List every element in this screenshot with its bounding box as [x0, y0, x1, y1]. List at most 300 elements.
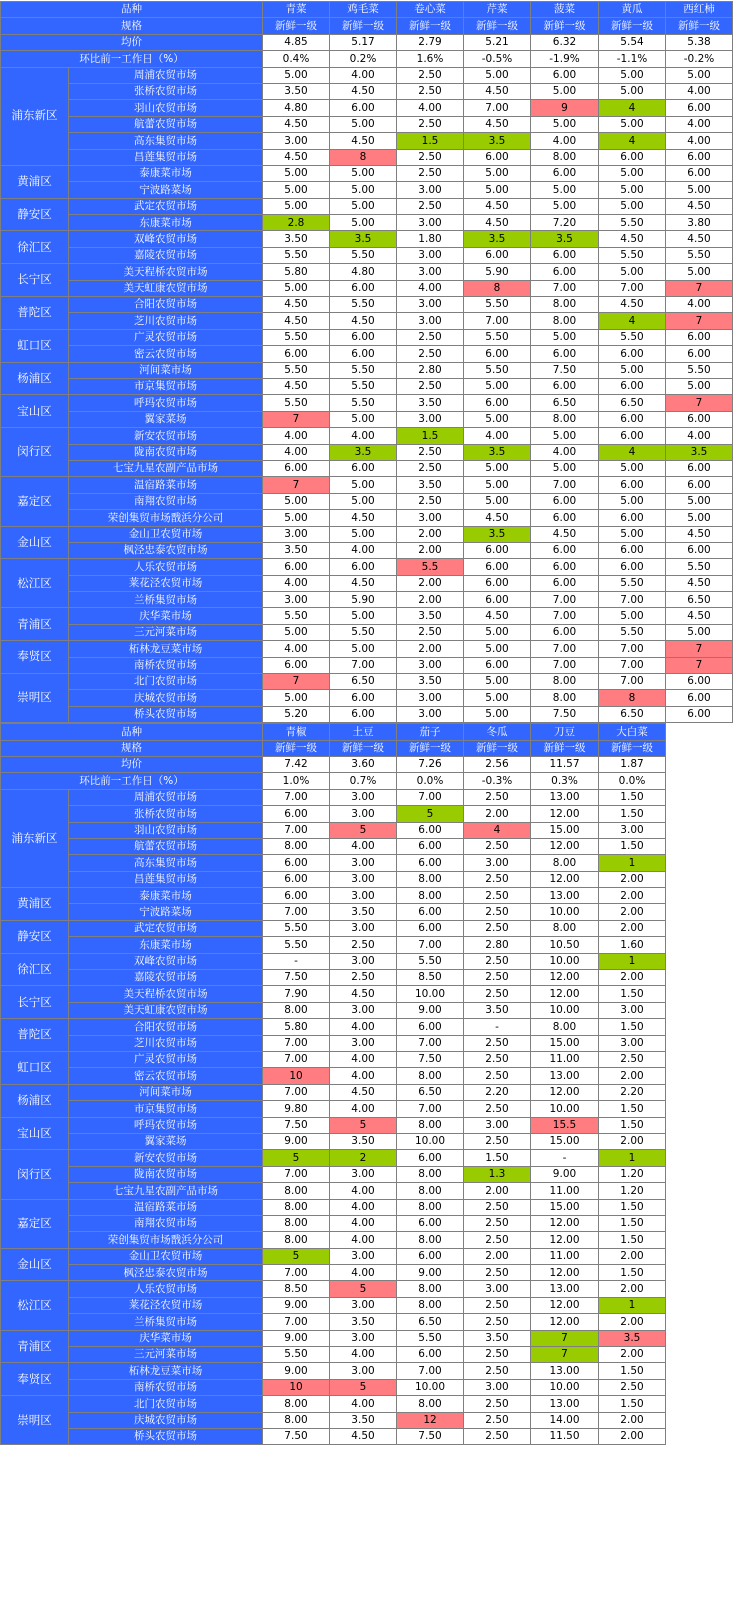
market-name: 陇南农贸市场 [69, 444, 263, 460]
price-cell: 7.00 [531, 592, 599, 608]
market-name: 羽山农贸市场 [69, 822, 263, 838]
price-cell: 6.00 [397, 1150, 464, 1166]
market-name: 双峰农贸市场 [69, 231, 263, 247]
market-name: 荣创集贸市场戬浜分公司 [69, 510, 263, 526]
price-table-1 [0, 1, 733, 723]
price-cell: 5.50 [599, 624, 666, 640]
market-name: 双峰农贸市场 [69, 953, 263, 969]
price-cell: 7.50 [263, 1428, 330, 1444]
price-cell: 13.00 [531, 1396, 599, 1412]
price-cell: 2.00 [397, 641, 464, 657]
price-cell: 7.00 [397, 789, 464, 805]
price-cell: 5.00 [599, 362, 666, 378]
price-cell: 9.00 [263, 1297, 330, 1313]
price-cell: 8.00 [397, 1117, 464, 1133]
price-cell: 5.00 [330, 411, 397, 427]
table-row [1, 641, 733, 657]
variety-row-cell: 土豆 [330, 724, 397, 740]
price-cell: 8.50 [397, 970, 464, 986]
price-cell: 2.00 [397, 575, 464, 591]
price-cell: 10.00 [397, 986, 464, 1002]
table-row [1, 690, 733, 706]
price-cell: 6.00 [464, 346, 531, 362]
price-cell: 4.00 [531, 133, 599, 149]
market-name: 呼玛农贸市场 [69, 395, 263, 411]
table-row [1, 970, 733, 986]
table-row [1, 1101, 733, 1117]
price-cell-low: 7 [531, 1330, 599, 1346]
table-row [1, 1035, 733, 1051]
spec-row-cell: 新鲜一级 [330, 740, 397, 756]
price-cell: 6.00 [599, 346, 666, 362]
price-table-2 [0, 723, 733, 1445]
price-cell: 8.00 [531, 411, 599, 427]
price-cell: 12.00 [531, 1297, 599, 1313]
variety-row-cell: 青菜 [263, 2, 330, 18]
empty-cell [666, 1019, 733, 1035]
price-cell: 6.00 [531, 493, 599, 509]
price-cell: 2.50 [397, 329, 464, 345]
table-row [1, 624, 733, 640]
price-cell: 8.00 [397, 871, 464, 887]
district-cell: 宝山区 [1, 1117, 69, 1150]
table-row [1, 133, 733, 149]
spec-row-label: 规格 [1, 740, 263, 756]
price-cell: 4.00 [330, 67, 397, 83]
price-cell: 2.00 [599, 1248, 666, 1264]
table-row [1, 1363, 733, 1379]
table-row [1, 116, 733, 132]
price-cell: 5.00 [599, 526, 666, 542]
market-name: 金山卫农贸市场 [69, 526, 263, 542]
price-cell: 6.00 [330, 559, 397, 575]
price-cell: 7.00 [263, 904, 330, 920]
price-cell: 2.00 [397, 526, 464, 542]
price-cell: 6.00 [263, 855, 330, 871]
market-name: 荣创集贸市场戬浜分公司 [69, 1232, 263, 1248]
table-row [1, 904, 733, 920]
price-cell: 9.00 [397, 1002, 464, 1018]
price-cell: 4.50 [464, 198, 531, 214]
price-cell: 4.00 [666, 428, 733, 444]
price-cell: 3.00 [330, 1166, 397, 1182]
market-name: 美天虹康农贸市场 [69, 1002, 263, 1018]
price-cell: 6.50 [531, 395, 599, 411]
empty-cell [666, 1330, 733, 1346]
price-cell: 5.50 [330, 378, 397, 394]
price-cell: 6.00 [666, 674, 733, 690]
table-row [1, 871, 733, 887]
price-cell: 5.00 [464, 477, 531, 493]
price-cell: 3.50 [263, 542, 330, 558]
table-row [1, 1314, 733, 1330]
price-cell: 1.50 [599, 806, 666, 822]
price-cell: 2.50 [464, 1232, 531, 1248]
price-cell: 4.00 [330, 1265, 397, 1281]
spec-row-cell: 新鲜一级 [666, 18, 733, 34]
market-name: 高东集贸市场 [69, 855, 263, 871]
price-cell: 5.20 [263, 706, 330, 722]
average-row-cell: 5.54 [599, 34, 666, 50]
price-cell: 4.00 [330, 1232, 397, 1248]
variety-row-cell: 芹菜 [464, 2, 531, 18]
price-cell: 4.00 [330, 1052, 397, 1068]
price-cell: 5.80 [263, 1019, 330, 1035]
price-cell: 5.00 [263, 493, 330, 509]
variety-row-cell: 刀豆 [531, 724, 599, 740]
table-row [1, 838, 733, 854]
price-cell: 6.00 [330, 690, 397, 706]
district-cell: 嘉定区 [1, 1199, 69, 1248]
price-cell-high: 7 [263, 674, 330, 690]
market-name: 广灵农贸市场 [69, 329, 263, 345]
price-cell: 4.50 [666, 575, 733, 591]
price-cell-high: 7 [666, 280, 733, 296]
price-cell: 3.00 [397, 182, 464, 198]
price-cell: 12.00 [531, 871, 599, 887]
market-name: 南翔农贸市场 [69, 1215, 263, 1231]
price-cell-high: 10 [263, 1379, 330, 1395]
price-cell: 5.00 [464, 624, 531, 640]
price-cell-low: 1.3 [464, 1166, 531, 1182]
empty-cell [666, 888, 733, 904]
change-row-cell: 0.0% [599, 773, 666, 789]
market-name: 昌莲集贸市场 [69, 149, 263, 165]
price-cell: 5.90 [464, 264, 531, 280]
price-cell: 3.00 [397, 215, 464, 231]
district-cell: 嘉定区 [1, 477, 69, 526]
price-cell: 2.50 [330, 970, 397, 986]
price-cell: 10.00 [397, 1379, 464, 1395]
district-cell: 闵行区 [1, 428, 69, 477]
market-name: 柘林龙豆菜市场 [69, 1363, 263, 1379]
price-cell: 7.00 [263, 1166, 330, 1182]
price-cell: - [464, 1019, 531, 1035]
price-cell: 2.00 [599, 970, 666, 986]
district-cell: 金山区 [1, 526, 69, 559]
price-cell: 3.00 [330, 789, 397, 805]
price-cell: 8.50 [263, 1281, 330, 1297]
market-name: 宁波路菜场 [69, 904, 263, 920]
price-cell: 4.00 [397, 280, 464, 296]
empty-cell [666, 822, 733, 838]
price-cell: 6.00 [464, 592, 531, 608]
price-cell: 8.00 [531, 313, 599, 329]
market-name: 温宿路菜市场 [69, 1199, 263, 1215]
price-cell: 5.50 [263, 329, 330, 345]
market-name: 张桥农贸市场 [69, 83, 263, 99]
price-cell-low: 3.5 [464, 444, 531, 460]
district-cell: 虹口区 [1, 329, 69, 362]
average-row-label: 均价 [1, 756, 263, 772]
price-cell: 2.50 [464, 1265, 531, 1281]
price-cell: 5.00 [531, 329, 599, 345]
district-cell: 闵行区 [1, 1150, 69, 1199]
price-cell: 8.00 [263, 1183, 330, 1199]
district-cell: 奉贤区 [1, 641, 69, 674]
price-cell: 5.00 [330, 165, 397, 181]
price-cell: 7.00 [330, 657, 397, 673]
table-row [1, 493, 733, 509]
table-row [1, 674, 733, 690]
price-cell: 12.00 [531, 1232, 599, 1248]
price-cell: 6.00 [666, 690, 733, 706]
price-cell-low: 3.5 [330, 444, 397, 460]
price-cell: 2.00 [599, 904, 666, 920]
price-cell: 5.50 [464, 362, 531, 378]
average-row-cell: 1.87 [599, 756, 666, 772]
price-cell: 5.00 [464, 411, 531, 427]
empty-cell [666, 1281, 733, 1297]
table-row [1, 67, 733, 83]
price-cell-high: 7 [263, 411, 330, 427]
price-cell: 6.00 [330, 706, 397, 722]
average-row-cell: 6.32 [531, 34, 599, 50]
spec-row-label: 规格 [1, 18, 263, 34]
price-cell: 5.00 [599, 264, 666, 280]
price-cell: 6.00 [263, 657, 330, 673]
price-cell: 8.00 [263, 1002, 330, 1018]
table-row [1, 1183, 733, 1199]
price-cell: 5.00 [263, 624, 330, 640]
market-name: 合阳农贸市场 [69, 297, 263, 313]
price-cell: 6.00 [263, 871, 330, 887]
table-row [1, 264, 733, 280]
price-cell: 6.00 [397, 1347, 464, 1363]
price-cell: 5.50 [464, 329, 531, 345]
price-cell: 3.00 [464, 1379, 531, 1395]
market-name: 芝川农贸市场 [69, 313, 263, 329]
empty-cell [666, 1183, 733, 1199]
price-cell: 6.00 [666, 149, 733, 165]
price-cell-low: 1 [599, 953, 666, 969]
table-row [1, 297, 733, 313]
table-row [1, 1068, 733, 1084]
price-cell: 3.50 [330, 1412, 397, 1428]
price-cell-high: 4 [464, 822, 531, 838]
price-cell: 3.00 [330, 1330, 397, 1346]
price-cell: 8.00 [397, 1199, 464, 1215]
market-name: 航蕾农贸市场 [69, 838, 263, 854]
district-cell: 奉贤区 [1, 1363, 69, 1396]
price-cell: 8.00 [397, 1183, 464, 1199]
empty-cell [666, 1117, 733, 1133]
market-name: 芝川农贸市场 [69, 1035, 263, 1051]
price-cell: 4.50 [263, 313, 330, 329]
price-cell: 7.00 [599, 674, 666, 690]
price-cell: 12.00 [531, 986, 599, 1002]
empty-cell [666, 1052, 733, 1068]
price-cell: 4.50 [464, 608, 531, 624]
price-cell: 6.00 [263, 346, 330, 362]
price-cell: 7.00 [397, 1363, 464, 1379]
price-cell-low: 3.5 [464, 133, 531, 149]
price-cell: 1.50 [599, 1396, 666, 1412]
price-cell: 3.00 [397, 313, 464, 329]
price-cell: 8.00 [397, 1281, 464, 1297]
price-cell: 6.00 [397, 1019, 464, 1035]
price-cell: 2.00 [397, 542, 464, 558]
table-row [1, 100, 733, 116]
empty-cell [666, 1068, 733, 1084]
price-cell: 6.00 [531, 542, 599, 558]
price-cell: 2.50 [464, 1101, 531, 1117]
price-cell: 3.50 [397, 608, 464, 624]
district-cell: 崇明区 [1, 674, 69, 723]
price-cell: 1.50 [599, 1117, 666, 1133]
table-row [1, 198, 733, 214]
price-cell: 7.00 [464, 100, 531, 116]
variety-row-cell: 黄瓜 [599, 2, 666, 18]
price-cell: 5.00 [330, 182, 397, 198]
market-name: 昌莲集贸市场 [69, 871, 263, 887]
table-row [1, 806, 733, 822]
price-cell: 5.00 [263, 198, 330, 214]
price-cell: 7.00 [263, 789, 330, 805]
price-cell: 5.50 [330, 362, 397, 378]
district-cell: 徐汇区 [1, 953, 69, 986]
price-cell: 6.00 [599, 411, 666, 427]
price-cell: 6.50 [599, 706, 666, 722]
district-cell: 宝山区 [1, 395, 69, 428]
price-cell-low: 5 [263, 1150, 330, 1166]
price-cell: 5.50 [666, 362, 733, 378]
price-cell: 7.00 [531, 641, 599, 657]
price-cell: 4.50 [330, 510, 397, 526]
price-cell: 2.50 [464, 986, 531, 1002]
market-name: 嘉陵农贸市场 [69, 247, 263, 263]
price-cell: 1.50 [599, 789, 666, 805]
table-row [1, 215, 733, 231]
price-cell: 1.50 [599, 1019, 666, 1035]
price-cell: 2.50 [397, 346, 464, 362]
price-cell: 15.00 [531, 1035, 599, 1051]
price-cell: 3.00 [397, 690, 464, 706]
price-cell: 2.20 [464, 1084, 531, 1100]
price-cell: 5.00 [330, 116, 397, 132]
price-cell: 2.50 [464, 1428, 531, 1444]
price-cell: 5.00 [599, 165, 666, 181]
spec-row-cell: 新鲜一级 [599, 18, 666, 34]
market-name: 美天虹康农贸市场 [69, 280, 263, 296]
price-cell: 5.50 [666, 247, 733, 263]
price-cell: 5.00 [464, 493, 531, 509]
price-cell: 4.50 [330, 83, 397, 99]
price-cell: 4.00 [263, 428, 330, 444]
price-cell: 4.50 [464, 215, 531, 231]
price-cell: 6.00 [531, 165, 599, 181]
price-cell: 5.00 [330, 641, 397, 657]
price-cell: 2.50 [397, 444, 464, 460]
variety-row-cell: 西红柿 [666, 2, 733, 18]
price-cell: 4.00 [397, 100, 464, 116]
market-name: 庆城农贸市场 [69, 1412, 263, 1428]
price-cell: 8.00 [397, 1166, 464, 1182]
district-cell: 徐汇区 [1, 231, 69, 264]
price-cell: 4.00 [330, 1215, 397, 1231]
table-row [1, 1002, 733, 1018]
market-name: 宁波路菜场 [69, 182, 263, 198]
price-cell: 8.00 [397, 888, 464, 904]
price-cell: 5.00 [599, 182, 666, 198]
price-cell: 8.00 [397, 1068, 464, 1084]
price-cell: 7.00 [263, 822, 330, 838]
price-cell: 2.50 [397, 493, 464, 509]
change-row-cell: -1.1% [599, 51, 666, 67]
price-cell: 4.00 [666, 297, 733, 313]
market-name: 庆华菜市场 [69, 1330, 263, 1346]
price-cell: 6.00 [397, 822, 464, 838]
price-cell: - [263, 953, 330, 969]
price-cell: 4.50 [599, 231, 666, 247]
table-row [1, 1412, 733, 1428]
price-cell: 1.60 [599, 937, 666, 953]
price-cell: 9.00 [397, 1265, 464, 1281]
price-cell: 3.00 [330, 855, 397, 871]
price-cell: 5.50 [263, 362, 330, 378]
price-cell: 5.00 [599, 198, 666, 214]
empty-cell [666, 838, 733, 854]
average-row-cell: 5.21 [464, 34, 531, 50]
price-cell: 6.50 [397, 1084, 464, 1100]
market-name: 张桥农贸市场 [69, 806, 263, 822]
price-cell: 6.00 [263, 460, 330, 476]
price-cell: 8.00 [263, 1232, 330, 1248]
spec-row-cell: 新鲜一级 [263, 740, 330, 756]
market-name: 东康菜市场 [69, 215, 263, 231]
market-name: 密云农贸市场 [69, 1068, 263, 1084]
table-row [1, 477, 733, 493]
market-name: 泰康菜市场 [69, 165, 263, 181]
price-cell: 2.50 [599, 1052, 666, 1068]
price-cell: 2.50 [397, 149, 464, 165]
price-cell: 5.00 [531, 83, 599, 99]
price-cell: 13.00 [531, 1363, 599, 1379]
table-row [1, 575, 733, 591]
district-cell: 浦东新区 [1, 789, 69, 887]
district-cell: 长宁区 [1, 264, 69, 297]
market-name: 美天程桥农贸市场 [69, 986, 263, 1002]
market-name: 桥头农贸市场 [69, 1428, 263, 1444]
price-cell: 7.00 [263, 1084, 330, 1100]
price-cell: 2.20 [599, 1084, 666, 1100]
price-cell: 3.50 [464, 1002, 531, 1018]
market-name: 枫泾忠泰农贸市场 [69, 542, 263, 558]
table-row [1, 1396, 733, 1412]
average-row-cell: 2.56 [464, 756, 531, 772]
average-row-cell: 4.85 [263, 34, 330, 50]
empty-cell [666, 1314, 733, 1330]
price-cell-low: 3.5 [464, 231, 531, 247]
price-cell: 6.00 [666, 329, 733, 345]
price-cell: 3.00 [330, 806, 397, 822]
market-name: 南桥农贸市场 [69, 657, 263, 673]
table-row [1, 657, 733, 673]
price-cell-high: 8 [599, 690, 666, 706]
price-cell-low: 2 [330, 1150, 397, 1166]
price-cell: 1.50 [599, 1265, 666, 1281]
table-row [1, 1199, 733, 1215]
price-cell: 4.00 [330, 428, 397, 444]
price-cell: 5.50 [263, 937, 330, 953]
price-cell: 2.50 [464, 970, 531, 986]
empty-cell [666, 1428, 733, 1444]
price-cell: 7.50 [397, 1428, 464, 1444]
price-cell: 5.90 [330, 592, 397, 608]
price-cell: 2.00 [599, 888, 666, 904]
price-cell: 11.00 [531, 1052, 599, 1068]
price-cell: 5.00 [531, 428, 599, 444]
